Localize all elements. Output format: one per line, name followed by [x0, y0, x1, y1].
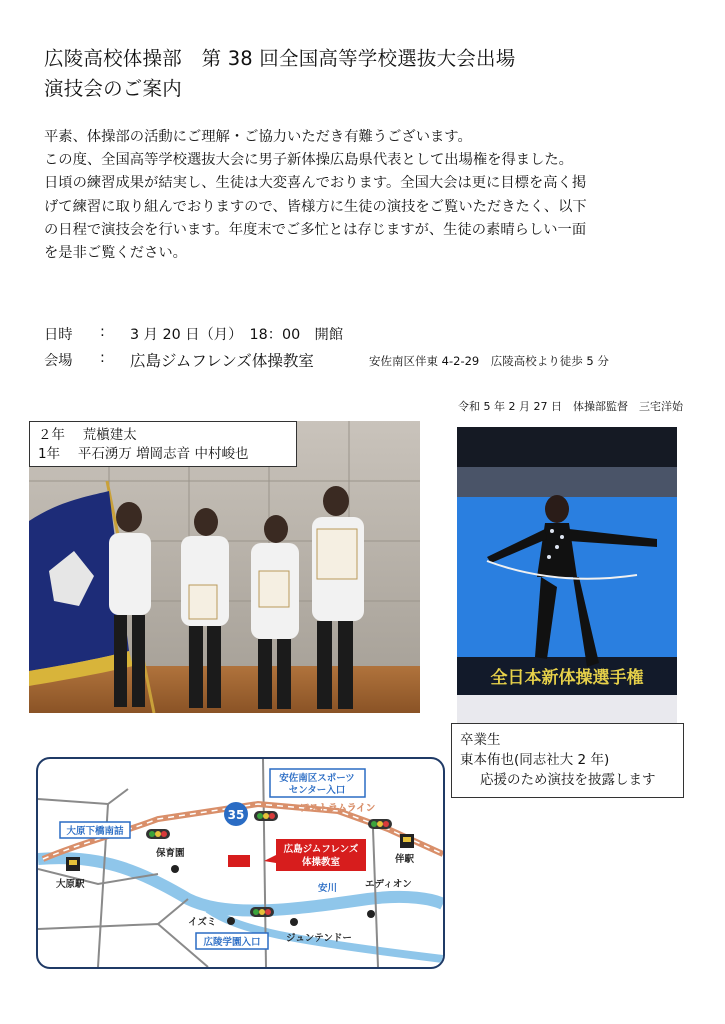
traffic-signal-icon: [368, 819, 392, 829]
astram-line-label: アストラムライン: [300, 803, 376, 814]
alumni-caption: [451, 723, 684, 798]
alumni-caption-line: 応援のため演技を披露します: [480, 772, 656, 788]
tomo-station-label: 伴駅: [395, 854, 415, 865]
koryo-entrance-label: 広陵学園入口: [203, 937, 261, 948]
venue-address: 安佐南区伴東 4-2-29 広陵高校より徒歩 5 分: [369, 354, 609, 368]
intro-line: 日頃の練習成果が結実し、生徒は大変喜んでおります。全国大会は更に目標を高く掲: [44, 175, 587, 192]
traffic-signal-icon: [146, 829, 170, 839]
venue-colon: :: [100, 350, 105, 366]
izumi-label: イズミ: [188, 917, 217, 928]
nursery-label: 保育園: [156, 848, 185, 859]
access-map-drawing: [38, 759, 443, 967]
yasukawa-label: 安川: [318, 883, 338, 894]
team-caption: [29, 421, 297, 467]
ohara-station-label: 大原駅: [56, 879, 85, 890]
edion-label: エディオン: [365, 879, 412, 890]
alumni-caption-line: 卒業生: [460, 732, 501, 748]
intro-line: の日程で演技会を行います。年度末でご多忙とは存じますが、生徒の素晴らしい一面: [44, 221, 587, 238]
train-station-icon: [400, 834, 414, 848]
ohara-bridge-label: 大原下橋南詰: [66, 826, 124, 837]
intro-line: げて練習に取り組んでおりますので、皆様方に生徒の演技をご覧いただきたく、以下: [44, 198, 587, 215]
team-caption-line: ２年 荒槇建太: [38, 427, 137, 443]
intro-line: 平素、体操部の活動にご理解・ご協力いただき有難うございます。: [44, 129, 472, 145]
route-35-label: 35: [227, 808, 245, 822]
traffic-signal-icon: [254, 811, 278, 821]
banner-text: 全日本新体操選手権: [490, 668, 644, 688]
date-value: 3 月 20 日（月） 18：00 開館: [130, 327, 344, 343]
signature: 令和 5 年 2 月 27 日 体操部監督 三宅洋始: [458, 400, 683, 413]
alumni-photo-image: [457, 427, 677, 723]
gym-label-2: 体操教室: [301, 857, 341, 868]
sports-center-label-2: センター入口: [288, 785, 346, 796]
gym-label-1: 広島ジムフレンズ: [283, 844, 359, 855]
juntendo-label: ジュンテンドー: [286, 933, 352, 944]
alumni-caption-line: 東本侑也(同志社大 2 年): [460, 752, 610, 768]
venue-name: 広島ジムフレンズ体操教室: [130, 352, 314, 370]
venue-label: 会場: [44, 353, 73, 369]
intro-line: を是非ご覧ください。: [44, 245, 187, 262]
traffic-signal-icon: [250, 907, 274, 917]
alumni-photo: [457, 427, 677, 723]
sports-center-label-1: 安佐南区スポーツ: [279, 773, 355, 784]
page-title: 広陵高校体操部 第 38 回全国高等学校選抜大会出場: [44, 47, 516, 70]
date-label: 日時: [44, 327, 73, 343]
train-station-icon: [66, 857, 80, 871]
team-caption-line: 1年 平石湧万 増岡志音 中村峻也: [38, 446, 249, 462]
date-colon: :: [100, 324, 105, 340]
page-subtitle: 演技会のご案内: [44, 77, 182, 100]
intro-paragraph: [44, 126, 689, 265]
intro-line: この度、全国高等学校選抜大会に男子新体操広島県代表として出場権を得ました。: [44, 152, 573, 169]
access-map: [36, 757, 445, 969]
